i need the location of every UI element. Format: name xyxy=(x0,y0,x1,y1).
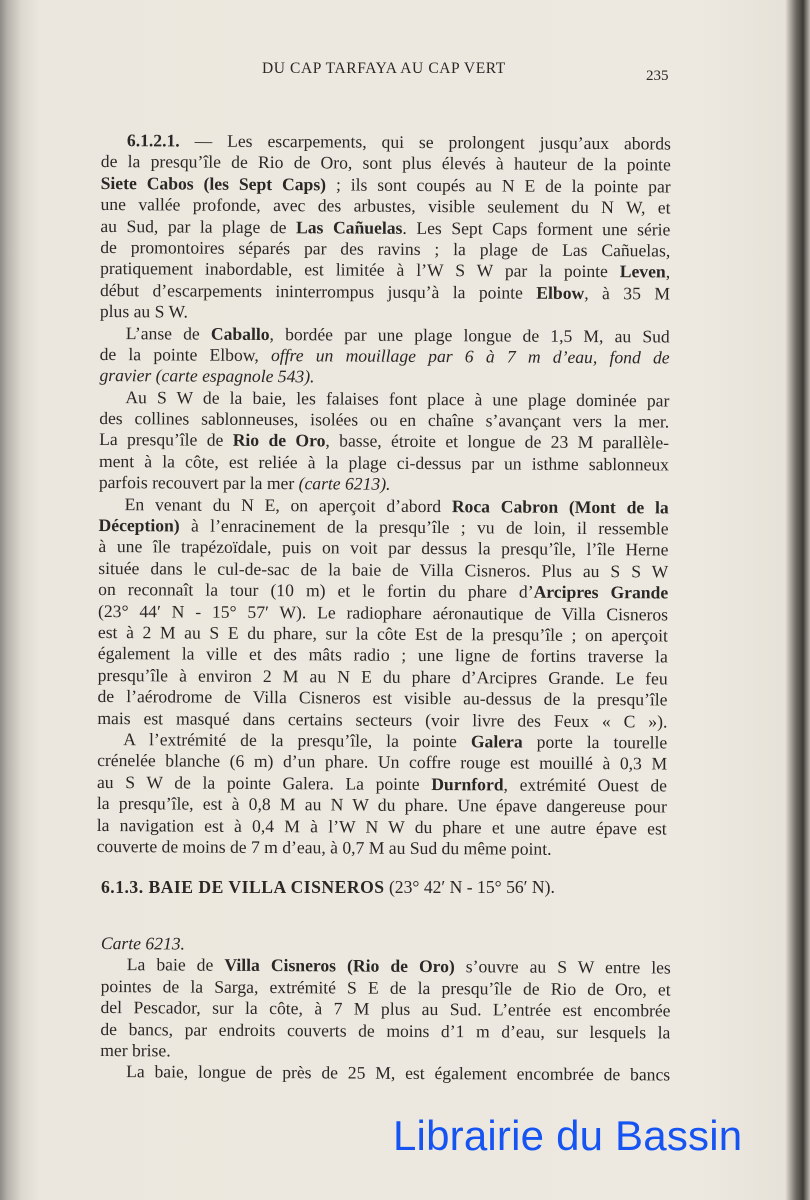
text-run: , basse, étroite et longue de 23 M parallèle- xyxy=(325,430,670,453)
page-number: 235 xyxy=(646,68,669,84)
text-run: la presqu’île, est à 0,8 M au N W du phare. Une épave dangereuse pour xyxy=(96,793,667,817)
text-run: début d’escarpements ininterrompus jusqu’à la pointe xyxy=(99,279,537,303)
text-run: — Les escarpements, qui se prolongent jusqu’aux abords xyxy=(179,130,671,154)
section-heading xyxy=(101,877,555,898)
section-title: 6.1.3. BAIE DE VILLA CISNEROS xyxy=(101,877,385,897)
text-run: parfois recouvert par la mer xyxy=(98,472,299,494)
section-6-1-2-1-text xyxy=(97,130,671,861)
bold-text: Déception) xyxy=(98,515,180,536)
bold-text: Roca Cabron (Mont de la xyxy=(451,495,669,518)
text-run: mer brise. xyxy=(100,1039,171,1061)
text-run: L’anse de xyxy=(125,322,211,344)
text-run: une vallée profonde, avec des arbustes, visible seulement du N W, et xyxy=(100,194,671,218)
text-run: plus au S W. xyxy=(99,301,188,322)
text-run: A l’extrémité de la presqu’île, la pointe xyxy=(123,729,471,752)
text-run: pratiquement inabordable, est limitée à l’W S W par la pointe xyxy=(100,258,620,282)
text-run: del Pescador, sur la côte, à 7 M plus au Sud. L’entrée est encombrée xyxy=(100,997,671,1021)
text-run: , à 35 M xyxy=(584,282,671,304)
text-run: pointes de la Sarga, extrémité S E de la presqu’île de Rio de Oro, et xyxy=(100,975,671,1000)
text-run: également la ville et des mâts radio ; une ligne de fortins traverse la xyxy=(97,643,668,667)
watermark: Librairie du Bassin xyxy=(393,1112,743,1159)
text-run: La baie, longue de près de 25 M, est également encombrée de bancs xyxy=(126,1061,671,1085)
text-run: porte la tourelle xyxy=(522,731,668,753)
text-run: En venant du N E, on aperçoit d’abord xyxy=(124,493,452,516)
text-run: de l’aérodrome de Villa Cisneros est visible au-dessus de la presqu’île xyxy=(97,686,668,710)
bold-text: Villa Cisneros (Rio de Oro) xyxy=(224,955,455,977)
bold-text: Siete Cabos (les Sept Caps) xyxy=(100,172,327,195)
section-6-1-3-text xyxy=(100,933,671,1086)
bold-text: Arcipres Grande xyxy=(533,581,669,603)
text-run: ; ils sont coupés au N E de la pointe par xyxy=(326,174,671,197)
text-run: mais est masqué dans certains secteurs (voir livre des Feux « C »). xyxy=(97,707,668,732)
text-run: est à 2 M au S E du phare, sur la côte Est de la presqu’île ; on aperçoit xyxy=(97,621,668,646)
text-run: La presqu’île de xyxy=(99,429,233,451)
italic-text: offre un mouillage par 6 à 7 m d’eau, fond de xyxy=(270,344,670,368)
text-run: au Sud, par la plage de xyxy=(100,215,297,237)
bold-text: Leven xyxy=(619,261,666,282)
italic-text: (carte 6213). xyxy=(298,473,391,495)
italic-text: Carte 6213. xyxy=(100,933,186,954)
text-run: de la presqu’île de Rio de Oro, sont plus élevés à hauteur de la pointe xyxy=(100,151,671,175)
bold-text: 6.1.2.1. xyxy=(126,130,180,151)
bold-text: Las Cañuelas xyxy=(296,216,403,238)
text-run: Au S W de la baie, les falaises font place à une plage dominée par xyxy=(125,386,670,411)
running-header: DU CAP TARFAYA AU CAP VERT xyxy=(262,60,506,77)
text-line xyxy=(97,836,667,861)
text-run: , bordée par une plage longue de 1,5 M, au Sud xyxy=(269,323,670,346)
bold-text: Galera xyxy=(470,731,523,752)
bold-text: Rio de Oro xyxy=(232,430,326,451)
text-run: (23° 44′ N - 15° 57′ W). Le radiophare aéronautique de Villa Cisneros xyxy=(98,600,669,625)
text-run: à une île trapézoïdale, puis on voit par dessus la presqu’île, l’île Herne xyxy=(98,536,669,560)
text-run: , xyxy=(665,261,671,282)
italic-text: gravier (carte espagnole 543). xyxy=(99,365,315,387)
text-run: la navigation est à 0,4 M à l’W N W du phare et une autre épave est xyxy=(96,814,667,838)
text-run: couverte de moins de 7 m d’eau, à 0,7 M au Sud du même point. xyxy=(96,835,552,859)
text-line xyxy=(100,1019,670,1044)
text-run: , extrémité Ouest de xyxy=(503,774,668,796)
text-run: à l’enracinement de la presqu’île ; vu de loin, il ressemble xyxy=(179,515,669,539)
bold-text: Elbow xyxy=(536,282,585,303)
section-coordinates: (23° 42′ N - 15° 56′ N). xyxy=(388,877,555,897)
text-run: s’ouvre au S W entre les xyxy=(454,956,671,978)
text-run: située dans le cul-de-sac de la baie de Villa Cisneros. Plus au S S W xyxy=(98,557,669,582)
text-run: on reconnaît la tour (10 m) et le fortin du phare d’ xyxy=(98,579,534,602)
text-line xyxy=(100,1061,670,1086)
bold-text: Durnford xyxy=(431,773,504,795)
text-run: . Les Sept Caps forment une série xyxy=(402,217,671,240)
text-run: des collines sablonneuses, isolées ou en chaîne s’avançant vers la mer. xyxy=(99,408,670,432)
text-run: La baie de xyxy=(126,954,225,976)
text-run: de promontoires séparés par des ravins ; la plage de Las Cañuelas, xyxy=(100,236,671,261)
text-run: de bancs, par endroits couverts de moins d’1 m d’eau, sur lesquels la xyxy=(100,1018,671,1043)
text-run: de la pointe Elbow, xyxy=(99,343,272,365)
text-run: au S W de la pointe Galera. La pointe xyxy=(96,771,432,794)
bold-text: Caballo xyxy=(210,323,270,344)
text-run: ment à la côte, est reliée à la plage ci-dessus par un isthme sablonneux xyxy=(98,450,670,475)
text-run: crénelée blanche (6 m) d’un phare. Un coffre rouge est mouillé à 0,3 M xyxy=(97,750,668,774)
text-run: presqu’île à environ 2 M au N E du phare d’Arcipres Grande. Le feu xyxy=(97,664,668,689)
